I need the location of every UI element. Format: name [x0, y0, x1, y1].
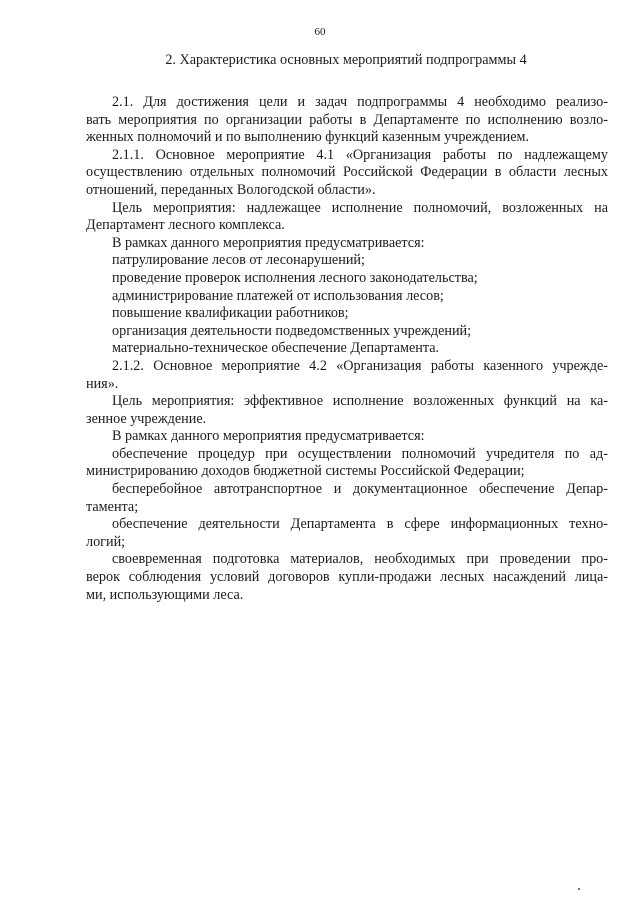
text-line: материально-техническое обеспечение Департамента. [112, 340, 440, 357]
text-line: обеспечение деятельности Департамента в сфере информационных техно- [112, 516, 608, 533]
text-line: верок соблюдения условий договоров купли-продажи лесных насаждений лица- [86, 569, 608, 586]
text-line: 2.1.2. Основное мероприятие 4.2 «Организация работы казенного учрежде- [112, 357, 608, 374]
scan-speck [578, 888, 580, 890]
page-number: 60 [314, 26, 326, 38]
text-line: повышение квалификации работников; [112, 305, 349, 322]
text-line: осуществлению отдельных полномочий Российской Федерации в области лесных [86, 164, 608, 181]
section-body [86, 94, 608, 604]
text-line: зенное учреждение. [86, 410, 207, 427]
text-line: тамента; [86, 498, 139, 515]
text-line: патрулирование лесов от лесонарушений; [112, 252, 365, 269]
text-line: вать мероприятия по организации работы в Департаменте по исполнению возло- [86, 111, 608, 128]
text-line: организация деятельности подведомственных учреждений; [112, 322, 472, 339]
text-line: логий; [86, 533, 126, 550]
text-line: администрирование платежей от использования лесов; [112, 287, 444, 304]
text-line: Департамент лесного комплекса. [86, 217, 285, 234]
section-heading: 2. Характеристика основных мероприятий подпрограммы 4 [165, 52, 527, 68]
text-line: 2.1. Для достижения цели и задач подпрограммы 4 необходимо реализо- [112, 94, 608, 110]
text-line: министрированию доходов бюджетной системы Российской Федерации; [86, 463, 525, 480]
text-line: ми, использующими леса. [86, 586, 244, 603]
text-line: 2.1.1. Основное мероприятие 4.1 «Организация работы по надлежащему [112, 146, 608, 163]
text-line: ния». [86, 375, 119, 392]
text-line: женных полномочий и по выполнению функций казенным учреждением. [86, 129, 530, 146]
text-line: Цель мероприятия: надлежащее исполнение полномочий, возложенных на [112, 199, 608, 216]
text-line: проведение проверок исполнения лесного законодательства; [112, 269, 478, 286]
text-line: В рамках данного мероприятия предусматривается: [112, 234, 425, 251]
text-line: бесперебойное автотранспортное и документационное обеспечение Депар- [112, 481, 608, 498]
text-line: Цель мероприятия: эффективное исполнение возложенных функций на ка- [112, 393, 608, 410]
text-line: обеспечение процедур при осуществлении полномочий учредителя по ад- [112, 445, 608, 462]
text-line: отношений, переданных Вологодской области». [86, 181, 376, 198]
text-line: своевременная подготовка материалов, необходимых при проведении про- [112, 551, 608, 568]
text-line: В рамках данного мероприятия предусматривается: [112, 428, 425, 445]
